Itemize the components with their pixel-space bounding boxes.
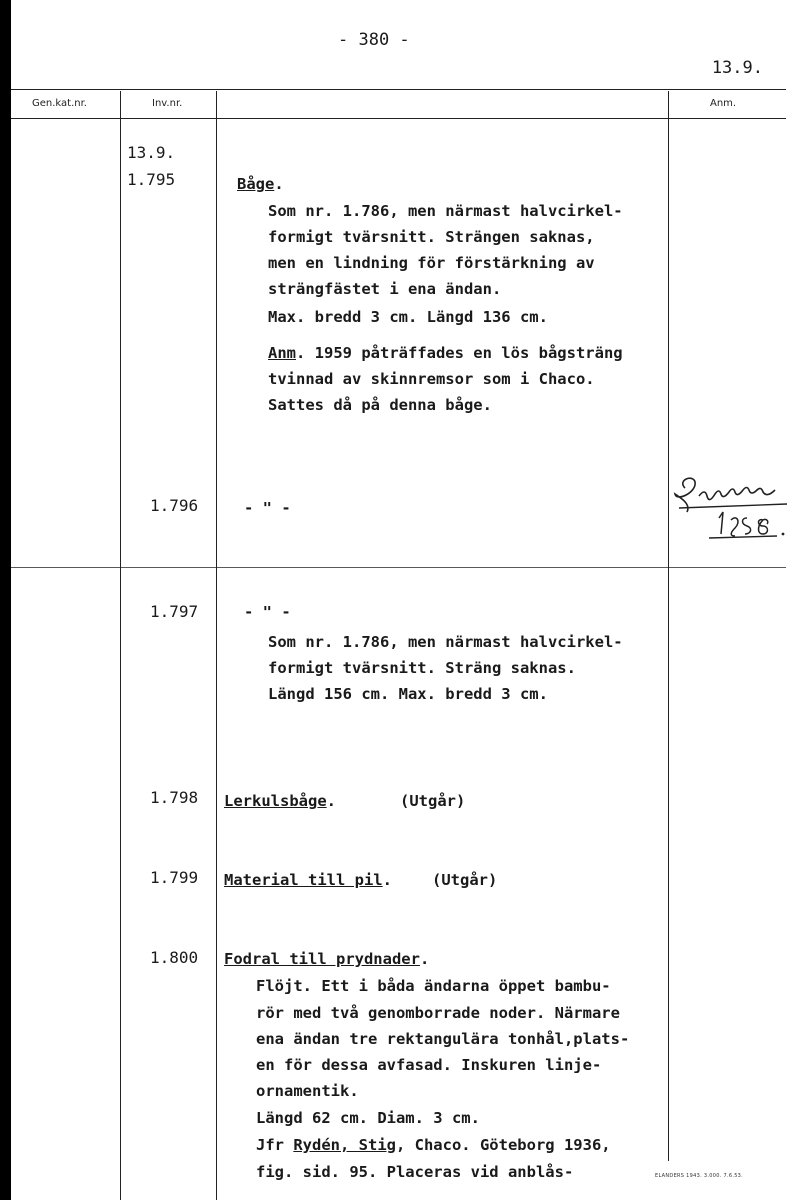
description-line: men en lindning för förstärkning av xyxy=(268,254,595,272)
title-suffix: . xyxy=(419,950,430,968)
title-text: Båge xyxy=(237,175,275,193)
ref-prefix: Jfr xyxy=(256,1136,294,1154)
header-inv-nr: Inv.nr. xyxy=(152,98,183,109)
description-line: fig. sid. 95. Placeras vid anblås- xyxy=(256,1163,574,1181)
title-text: Lerkulsbåge xyxy=(224,792,327,810)
description-line: formigt tvärsnitt. Sträng saknas. xyxy=(268,659,576,677)
description-line: Flöjt. Ett i båda ändarna öppet bambu- xyxy=(256,977,611,995)
header-anm: Anm. xyxy=(710,98,737,109)
description-line: Längd 156 cm. Max. bredd 3 cm. xyxy=(268,685,548,703)
status-note: (Utgår) xyxy=(432,871,498,889)
title-suffix: . xyxy=(274,175,284,193)
entry-title xyxy=(224,947,429,971)
column-divider-1 xyxy=(120,91,121,1200)
note-line xyxy=(268,341,623,365)
inv-number: 1.799 xyxy=(150,868,199,887)
status-note: (Utgår) xyxy=(400,792,466,810)
handwritten-saknas-signature xyxy=(671,468,793,544)
description-line: Som nr. 1.786, men närmast halvcirkel- xyxy=(268,633,623,651)
header-bottom-rule xyxy=(11,118,786,119)
note-line: Sattes då på denna båge. xyxy=(268,396,492,414)
description-line: en för dessa avfasad. Inskuren linje- xyxy=(256,1056,602,1074)
ditto-mark: - " - xyxy=(244,499,291,517)
reference-line xyxy=(256,1133,611,1157)
binding-edge xyxy=(0,0,11,1200)
inv-number: 13.9. xyxy=(127,143,176,162)
description-line: Som nr. 1.786, men närmast halvcirkel- xyxy=(268,202,623,220)
note-label: Anm xyxy=(268,344,296,362)
printer-imprint: ELANDERS 1943. 3.000. 7.6.53. xyxy=(655,1173,744,1179)
note-text: . 1959 påträffades en lös bågsträng xyxy=(296,344,623,362)
description-line: ornamentik. xyxy=(256,1082,359,1100)
description-line: formigt tvärsnitt. Strängen saknas, xyxy=(268,228,595,246)
description-line: ena ändan tre rektangulära tonhål,plats- xyxy=(256,1030,630,1048)
inv-number: 1.800 xyxy=(150,948,199,967)
note-line: tvinnad av skinnremsor som i Chaco. xyxy=(268,370,595,388)
description-line: strängfästet i ena ändan. xyxy=(268,280,502,298)
ditto-mark: - " - xyxy=(244,603,291,621)
inv-number: 1.795 xyxy=(127,170,176,189)
title-suffix: . xyxy=(382,871,392,889)
entry-title xyxy=(237,172,284,196)
ref-author: Rydén, Stig xyxy=(293,1136,396,1154)
description-line: rör med två genomborrade noder. Närmare xyxy=(256,1004,620,1022)
title-suffix: . xyxy=(326,792,336,810)
mid-separator-rule xyxy=(11,567,786,568)
header-top-rule xyxy=(11,89,786,90)
description-line: Längd 62 cm. Diam. 3 cm. xyxy=(256,1109,480,1127)
section-number: 13.9. xyxy=(711,58,763,78)
column-divider-3 xyxy=(668,91,669,1161)
page-number: - 380 - xyxy=(338,30,410,50)
title-text: Fodral till prydnader xyxy=(224,950,420,968)
title-text: Material till pil xyxy=(224,871,383,889)
entry-title xyxy=(224,868,392,892)
description-line: Max. bredd 3 cm. Längd 136 cm. xyxy=(268,308,548,326)
ref-rest: , Chaco. Göteborg 1936, xyxy=(395,1136,611,1154)
column-divider-2 xyxy=(216,91,217,1200)
inv-number: 1.796 xyxy=(150,496,199,515)
entry-title xyxy=(224,789,336,813)
inv-number: 1.797 xyxy=(150,602,199,621)
inv-number: 1.798 xyxy=(150,788,199,807)
header-gen-kat-nr: Gen.kat.nr. xyxy=(32,98,87,109)
